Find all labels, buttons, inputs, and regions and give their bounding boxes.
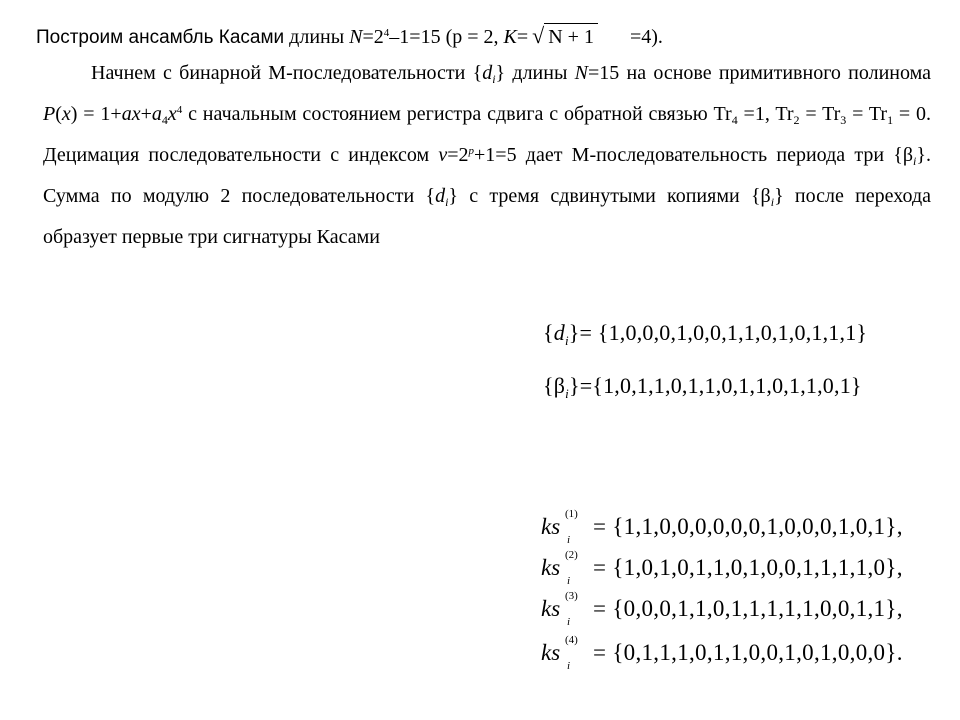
kasami-signature-2: ks (2) i = {1,0,1,0,1,1,0,1,0,0,1,1,1,1,0},: [541, 549, 903, 587]
kasami-signature-3: ks (3) i = {0,0,0,1,1,0,1,1,1,1,1,0,0,1,1},: [541, 590, 903, 628]
title-lead: Построим ансамбль Касами: [36, 27, 285, 48]
kasami-signature-4: ks (4) i = {0,1,1,1,0,1,1,0,0,1,0,1,0,0,0}.: [541, 634, 903, 672]
sqrt-formula: √ N + 1: [532, 22, 598, 51]
slide-title: Построим ансамбль Касами длины $N=2^4-1=15$ (p = 2, K= √ N + 1 =4).: [36, 19, 663, 52]
body-paragraph: Начнем с бинарной M-последовательности $\{d_i\}$ длины N=15 на основе примитивного полинома $P(x) = 1+ax+a_4x^4$ с начальным состоянием регистра сдвига с обратной связью $Tr_4 =1$, $Tr_2 = Tr_3 = Tr_1 = 0$. Децимация последовательности с индексом $v=2^p+1=5$ дает M-последовательность периода три $\{\beta_i\}$. Сумма по модулю 2 последовательности $\{d_i\}$ с тремя сдвинутыми копиями $\{\beta_i\}$ после перехода образует первые три сигнатуры Касами: [43, 62, 932, 248]
sequence-d: $\{d_i\}= \{1,0,0,0,1,0,0,1,1,0,1,0,1,1,1\}$: [543, 320, 868, 348]
kasami-signature-1: ks (1) i = {1,1,0,0,0,0,0,0,1,0,0,0,1,0,1},: [541, 508, 903, 546]
sequence-beta: $\{\beta_i\}=\{1,0,1,1,0,1,1,0,1,1,0,1,1,0,1\}$: [543, 373, 862, 401]
